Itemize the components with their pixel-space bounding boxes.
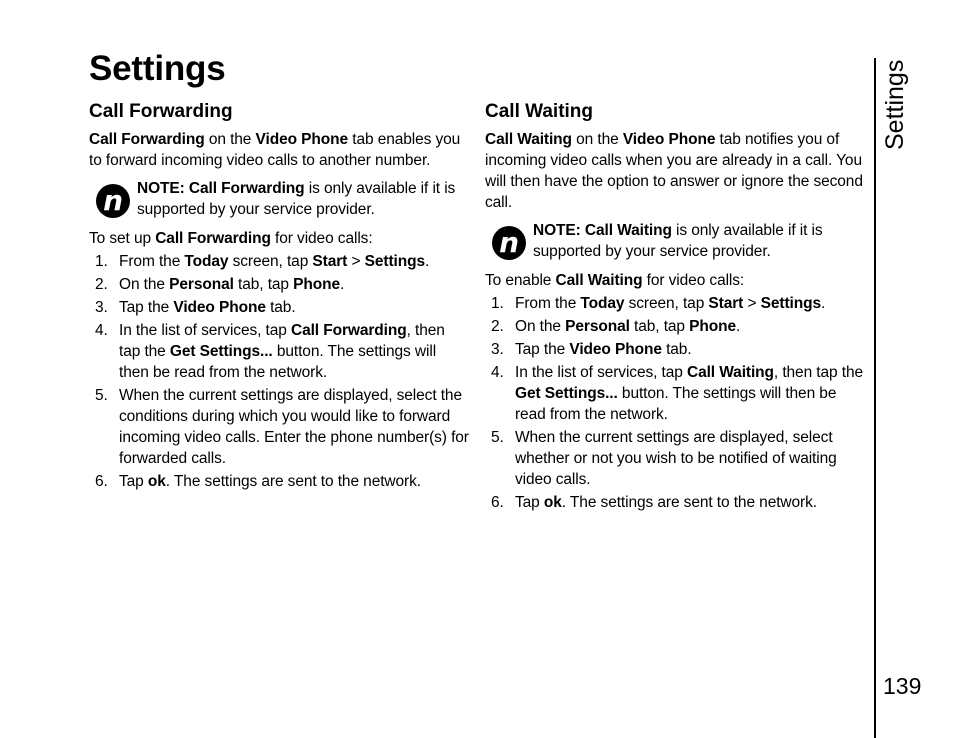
call-forwarding-section xyxy=(89,100,469,494)
step-item xyxy=(485,339,865,360)
text-run: tab notifies you of incoming video calls when you are already in a call. You will then have the option to answer or ignore the second call. xyxy=(485,131,863,211)
bold-text: Settings xyxy=(364,253,425,270)
text-run: button. The settings will then be read from the network. xyxy=(119,343,437,381)
text-run: on the xyxy=(204,131,256,148)
text-run: To set up xyxy=(89,230,156,247)
text-run: Tap xyxy=(515,494,544,511)
text-run: tab, tap xyxy=(233,276,294,293)
text-run: , then tap the xyxy=(773,364,863,381)
bold-text: Call Forwarding xyxy=(290,322,407,339)
bold-text: Start xyxy=(708,295,744,312)
bold-text: Call Waiting xyxy=(686,364,774,381)
bold-text: Phone xyxy=(689,318,737,335)
bold-text: NOTE: Call Waiting xyxy=(533,222,672,239)
step-item xyxy=(89,385,469,469)
text-run: . xyxy=(424,253,430,270)
step-item xyxy=(485,362,865,425)
text-run: From the xyxy=(119,253,185,270)
call-forwarding-note xyxy=(89,178,469,222)
step-number: 4. xyxy=(95,322,108,339)
step-item xyxy=(89,274,469,295)
call-forwarding-lead xyxy=(89,228,469,249)
step-item xyxy=(485,316,865,337)
step-item xyxy=(89,251,469,272)
call-waiting-heading: Call Waiting xyxy=(485,101,594,122)
side-rule xyxy=(874,58,876,738)
page-number: 139 xyxy=(883,673,922,699)
text-run: > xyxy=(347,253,365,270)
bold-text: NOTE: Call Forwarding xyxy=(137,180,305,197)
step-item xyxy=(89,471,469,492)
step-number: 1. xyxy=(491,295,504,312)
text-run: . The settings are sent to the network. xyxy=(561,494,817,511)
bold-text: Phone xyxy=(293,276,341,293)
bold-text: Personal xyxy=(565,318,630,335)
text-run: In the list of services, tap xyxy=(119,322,291,339)
bold-text: Start xyxy=(312,253,348,270)
bold-text: Video Phone xyxy=(255,131,349,148)
step-number: 6. xyxy=(491,494,504,511)
text-run: screen, tap xyxy=(624,295,709,312)
call-forwarding-steps xyxy=(89,251,469,492)
call-forwarding-note-text xyxy=(137,180,455,218)
step-number: 1. xyxy=(95,253,108,270)
text-run: tab enables you to forward incoming video calls to another number. xyxy=(89,131,461,169)
step-item xyxy=(89,320,469,383)
bold-text: Today xyxy=(184,253,229,270)
text-run: Tap xyxy=(119,473,148,490)
text-run: . xyxy=(736,318,741,335)
bold-text: ok xyxy=(543,494,562,511)
bold-text: Video Phone xyxy=(622,131,716,148)
text-run: for video calls: xyxy=(642,272,745,289)
step-number: 2. xyxy=(95,276,108,293)
step-item xyxy=(485,293,865,314)
call-waiting-lead xyxy=(485,270,865,291)
text-run: is only available if it is supported by your service provider. xyxy=(137,180,456,218)
text-run: On the xyxy=(515,318,566,335)
bold-text: Call Waiting xyxy=(555,272,643,289)
text-run: tab, tap xyxy=(629,318,690,335)
text-run: screen, tap xyxy=(228,253,313,270)
text-run: for video calls: xyxy=(270,230,373,247)
call-waiting-section xyxy=(485,100,865,515)
bold-text: Video Phone xyxy=(173,299,266,316)
note-icon xyxy=(491,225,527,261)
text-run: tab. xyxy=(661,341,692,358)
bold-text: Call Waiting xyxy=(485,131,572,148)
text-run: When the current settings are displayed, select the conditions during which you would like to forward incoming video calls. Enter the phone number(s) for forwarded calls. xyxy=(119,387,469,467)
text-run: In the list of services, tap xyxy=(515,364,687,381)
step-item xyxy=(485,492,865,513)
bold-text: Personal xyxy=(169,276,234,293)
text-run: button. The settings will then be read from the network. xyxy=(515,385,837,423)
text-run: . xyxy=(340,276,345,293)
step-number: 3. xyxy=(95,299,108,316)
bold-text: Settings xyxy=(760,295,821,312)
text-run: . The settings are sent to the network. xyxy=(165,473,421,490)
note-icon xyxy=(95,183,131,219)
text-run: > xyxy=(743,295,761,312)
text-run: Tap the xyxy=(119,299,174,316)
text-run: is only available if it is supported by your service provider. xyxy=(533,222,823,260)
text-run: , then tap the xyxy=(119,322,445,360)
page-title: Settings xyxy=(89,49,226,88)
text-run: on the xyxy=(571,131,623,148)
text-run: From the xyxy=(515,295,581,312)
bold-text: ok xyxy=(147,473,166,490)
call-waiting-note-text xyxy=(533,222,823,260)
step-number: 5. xyxy=(491,429,504,446)
bold-text: Get Settings... xyxy=(515,385,618,402)
text-run: tab. xyxy=(265,299,296,316)
text-run: On the xyxy=(119,276,170,293)
text-run: When the current settings are displayed, select whether or not you wish to be notified of waiting video calls. xyxy=(515,429,837,488)
call-forwarding-heading: Call Forwarding xyxy=(89,101,233,122)
text-run: . xyxy=(820,295,826,312)
step-item xyxy=(89,297,469,318)
bold-text: Video Phone xyxy=(569,341,662,358)
call-waiting-intro xyxy=(485,129,865,213)
note-icon-glyph: n xyxy=(499,226,519,259)
step-item xyxy=(485,427,865,490)
call-waiting-steps xyxy=(485,293,865,513)
bold-text: Call Forwarding xyxy=(155,230,271,247)
call-forwarding-intro xyxy=(89,129,469,171)
note-icon-glyph: n xyxy=(103,184,123,217)
bold-text: Get Settings... xyxy=(169,343,273,360)
text-run: To enable xyxy=(485,272,556,289)
bold-text: Call Forwarding xyxy=(89,131,205,148)
bold-text: Today xyxy=(580,295,625,312)
step-number: 4. xyxy=(491,364,504,381)
step-number: 2. xyxy=(491,318,504,335)
step-number: 3. xyxy=(491,341,504,358)
step-number: 5. xyxy=(95,387,108,404)
text-run: Tap the xyxy=(515,341,570,358)
call-waiting-note xyxy=(485,220,865,264)
step-number: 6. xyxy=(95,473,108,490)
side-tab-label: Settings xyxy=(881,59,909,150)
